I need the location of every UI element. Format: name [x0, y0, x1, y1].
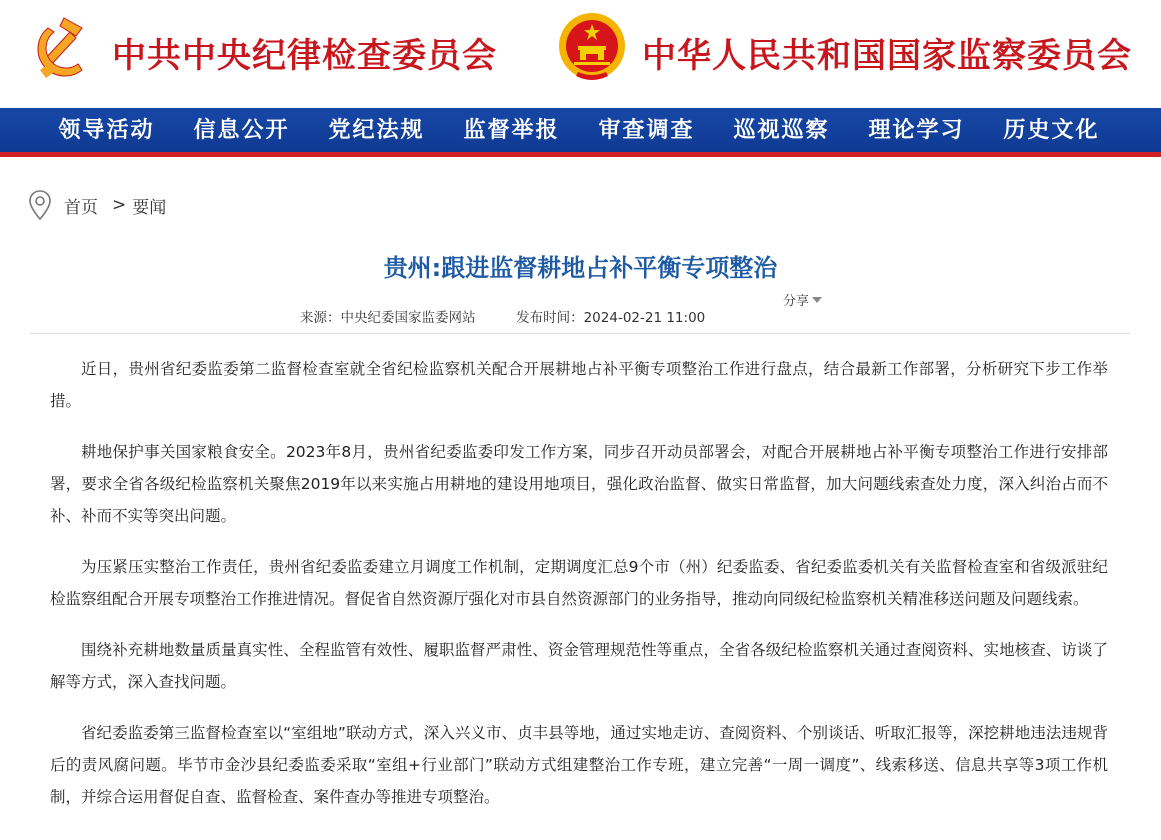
article-body — [50, 353, 1108, 832]
site-header — [0, 0, 1161, 108]
article-paragraph: 为压紧压实整治工作责任，贵州省纪委监委建立月调度工作机制，定期调度汇总9个市（州）纪委监委、省纪委监委机关有关监督检查室和省级派驻纪检监察组配合开展专项整治工作推进情况。督促省自然资源厅强化对市县自然资源部门的业务指导，推动向同级纪检监察机关精准移送问题及问题线索。 — [50, 558, 1108, 608]
source-label: 来源： — [300, 310, 341, 326]
national-emblem-icon[interactable] — [556, 10, 628, 86]
nav-item-leadership[interactable]: 领导活动 — [58, 117, 155, 143]
party-emblem-icon[interactable] — [30, 14, 96, 80]
nav-item-investigation[interactable]: 审查调查 — [598, 117, 695, 143]
breadcrumb-home-link[interactable]: 首页 — [64, 197, 98, 218]
nav-item-regulations[interactable]: 党纪法规 — [328, 117, 425, 143]
article-paragraph: 省纪委监委第三监督检查室以“室组地”联动方式，深入兴义市、贞丰县等地，通过实地走访、查阅资料、个别谈话、听取汇报等，深挖耕地违法违规背后的责风腐问题。毕节市金沙县纪委监委采取“室组+行业部门”联动方式组建整治工作专班，建立完善“一周一调度”、线索移送、信息共享等3项工作机制，并综合运用督促自查、监督检查、案件查办等推进专项整治。 — [50, 724, 1108, 806]
article-paragraph: 近日，贵州省纪委监委第二监督检查室就全省纪检监察机关配合开展耕地占补平衡专项整治工作进行盘点，结合最新工作部署，分析研究下步工作举措。 — [50, 360, 1108, 410]
article-meta — [300, 306, 705, 326]
location-pin-icon — [28, 189, 52, 221]
breadcrumb-current[interactable]: 要闻 — [132, 197, 167, 218]
breadcrumb — [28, 188, 166, 222]
main-nav — [0, 108, 1161, 157]
nav-item-theory[interactable]: 理论学习 — [868, 117, 965, 143]
share-button[interactable] — [783, 290, 822, 309]
nsc-title[interactable]: 中华人民共和国国家监察委员会 — [642, 36, 1132, 76]
publish-time-value: 2024-02-21 11:00 — [583, 310, 706, 326]
breadcrumb-separator: > — [112, 195, 127, 215]
caret-down-icon — [812, 297, 822, 303]
nav-item-inspection[interactable]: 巡视巡察 — [733, 117, 830, 143]
article-paragraph: 围绕补充耕地数量质量真实性、全程监管有效性、履职监督严肃性、资金管理规范性等重点，全省各级纪检监察机关通过查阅资料、实地核查、访谈了解等方式，深入查找问题。 — [50, 641, 1108, 691]
ccdi-title[interactable]: 中共中央纪律检查委员会 — [112, 36, 497, 76]
nav-item-history[interactable]: 历史文化 — [1003, 117, 1100, 143]
article-title: 贵州:跟进监督耕地占补平衡专项整治 — [383, 254, 778, 282]
share-label: 分享 — [783, 294, 810, 309]
publish-time-label: 发布时间： — [516, 310, 584, 326]
divider — [30, 333, 1130, 334]
nav-item-information[interactable]: 信息公开 — [193, 117, 290, 143]
article-paragraph: 耕地保护事关国家粮食安全。2023年8月，贵州省纪委监委印发工作方案，同步召开动员部署会，对配合开展耕地占补平衡专项整治工作进行安排部署，要求全省各级纪检监察机关聚焦2019年以来实施占用耕地的建设用地项目，强化政治监督、做实日常监督，加大问题线索查处力度，深入纠治占而不补、补而不实等突出问题。 — [50, 443, 1108, 525]
nav-item-supervision-report[interactable]: 监督举报 — [463, 117, 560, 143]
source-value: 中央纪委国家监委网站 — [340, 310, 476, 326]
